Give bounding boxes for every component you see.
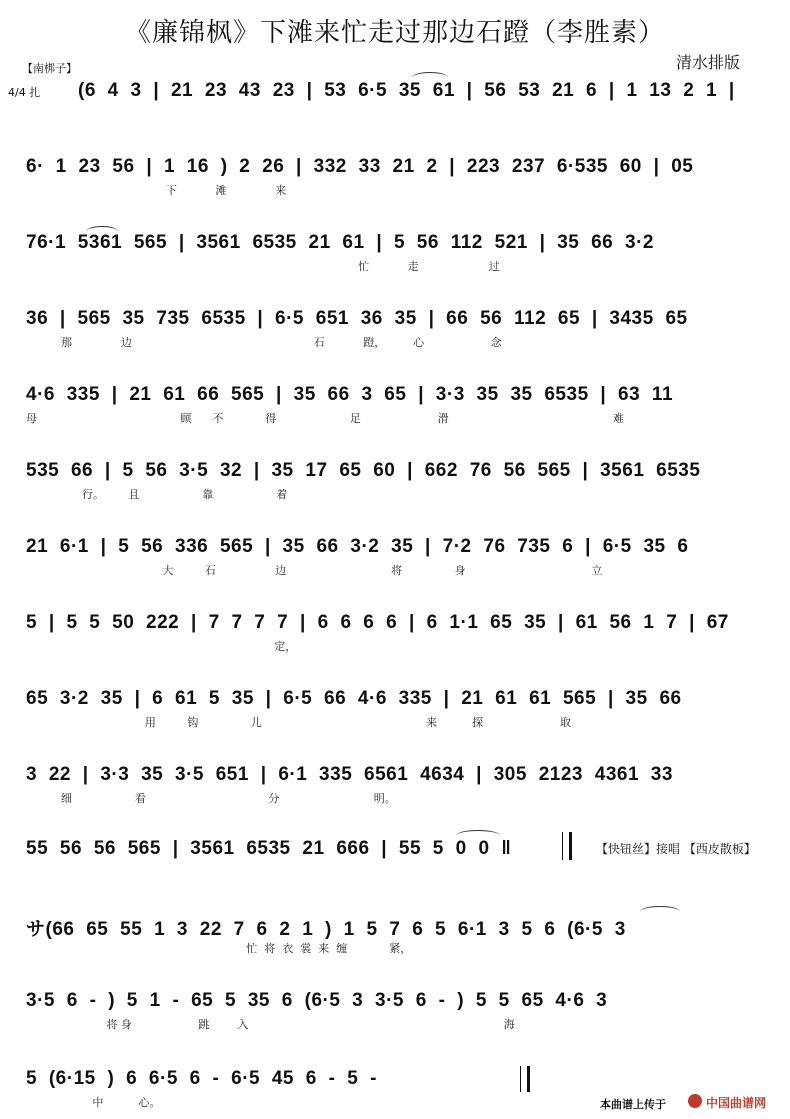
- lyric-row-3: 忙 走 过: [26, 260, 500, 273]
- notation-row-7: 21 6·1 | 5 56 336 565 | 35 66 3·2 35 | 7·2 76 735 6 | 6·5 35 6: [26, 536, 689, 557]
- lyric-row-4: 那 边 石 蹬， 心 念: [26, 336, 502, 349]
- notation-row-10: 3 22 | 3·3 35 3·5 651 | 6·1 335 6561 4634 | 305 2123 4361 33: [26, 764, 673, 785]
- notation-row-13: 3·5 6 - ) 5 1 - 65 5 35 6 (6·5 3 3·5 6 - ) 5 5 65 4·6 3: [26, 990, 608, 1011]
- notation-row-3: 76·1 5361 565 | 3561 6535 21 61 | 5 56 112 521 | 35 66 3·2: [26, 232, 654, 253]
- slur-mark: [86, 226, 118, 237]
- lyric-row-2: 下 滩 来: [26, 184, 287, 197]
- slur-mark: [640, 906, 680, 917]
- site-name: 中国曲谱网: [706, 1096, 767, 1110]
- tune-tag: 【南梆子】: [22, 62, 77, 75]
- lyric-row-1: [26, 106, 766, 122]
- notation-row-14: 5 (6·15 ) 6 6·5 6 - 6·5 45 6 - 5 -: [26, 1068, 377, 1089]
- page-title: 《廉锦枫》下滩来忙走过那边石蹬（李胜素）: [124, 18, 665, 48]
- logo-icon: [688, 1094, 702, 1108]
- meter-label: 4/4 扎: [8, 86, 41, 99]
- final-barline: [520, 1066, 530, 1092]
- double-barline: [562, 832, 572, 860]
- lyric-row-6: 行。 且 靠 着: [26, 488, 288, 501]
- slur-mark: [456, 830, 500, 841]
- notation-row-2: 6· 1 23 56 | 1 16 ) 2 26 | 332 33 21 2 | 223 237 6·535 60 | 05: [26, 156, 694, 177]
- lyric-row-14: 中 心。: [26, 1096, 161, 1109]
- notation-row-9: 65 3·2 35 | 6 61 5 35 | 6·5 66 4·6 335 | 21 61 61 565 | 35 66: [26, 688, 682, 709]
- lyric-row-13: 将 身 跳 入 海: [26, 1018, 515, 1031]
- lyric-row-12: 忙 将 衣 裳 来 缠 紧，: [26, 942, 412, 955]
- lyric-row-10: 细 看 分 明。: [26, 792, 396, 805]
- aside-note: 【快钮丝】接唱 【西皮散板】: [596, 842, 756, 856]
- lyric-row-8: 定，: [26, 640, 297, 653]
- notation-row-12: サ(66 65 55 1 3 22 7 6 2 1 ) 1 5 7 6 5 6·1 3 5 6 (6·5 3: [26, 919, 626, 940]
- upload-text: 本曲谱上传于: [600, 1098, 666, 1111]
- slur-mark: [412, 72, 448, 83]
- notation-row-4: 36 | 565 35 735 6535 | 6·5 651 36 35 | 66 56 112 65 | 3435 65: [26, 308, 688, 329]
- lyric-row-7: 大 石 边 将 身 立: [26, 564, 603, 577]
- notation-row-1: (6 4 3 | 21 23 43 23 | 53 6·5 35 61 | 56 53 21 6 | 1 13 2 1 |: [78, 80, 735, 101]
- lyric-row-11: [26, 864, 766, 880]
- site-logo[interactable]: [688, 1092, 784, 1112]
- notation-row-8: 5 | 5 5 50 222 | 7 7 7 7 | 6 6 6 6 | 6 1·1 65 35 | 61 56 1 7 | 67: [26, 612, 729, 633]
- notation-row-11: 55 56 56 565 | 3561 6535 21 666 | 55 5 0 0 ‖: [26, 838, 512, 859]
- notation-row-6: 535 66 | 5 56 3·5 32 | 35 17 65 60 | 662 76 56 565 | 3561 6535: [26, 460, 701, 481]
- lyric-row-5: 母 顾 不 得 足 滑 难: [26, 412, 624, 425]
- notation-row-5: 4·6 335 | 21 61 66 565 | 35 66 3 65 | 3·3 35 35 6535 | 63 11: [26, 384, 674, 405]
- lyric-row-9: 用 钩 儿 来 探 取: [26, 716, 572, 729]
- edition-label: 清水排版: [676, 53, 741, 72]
